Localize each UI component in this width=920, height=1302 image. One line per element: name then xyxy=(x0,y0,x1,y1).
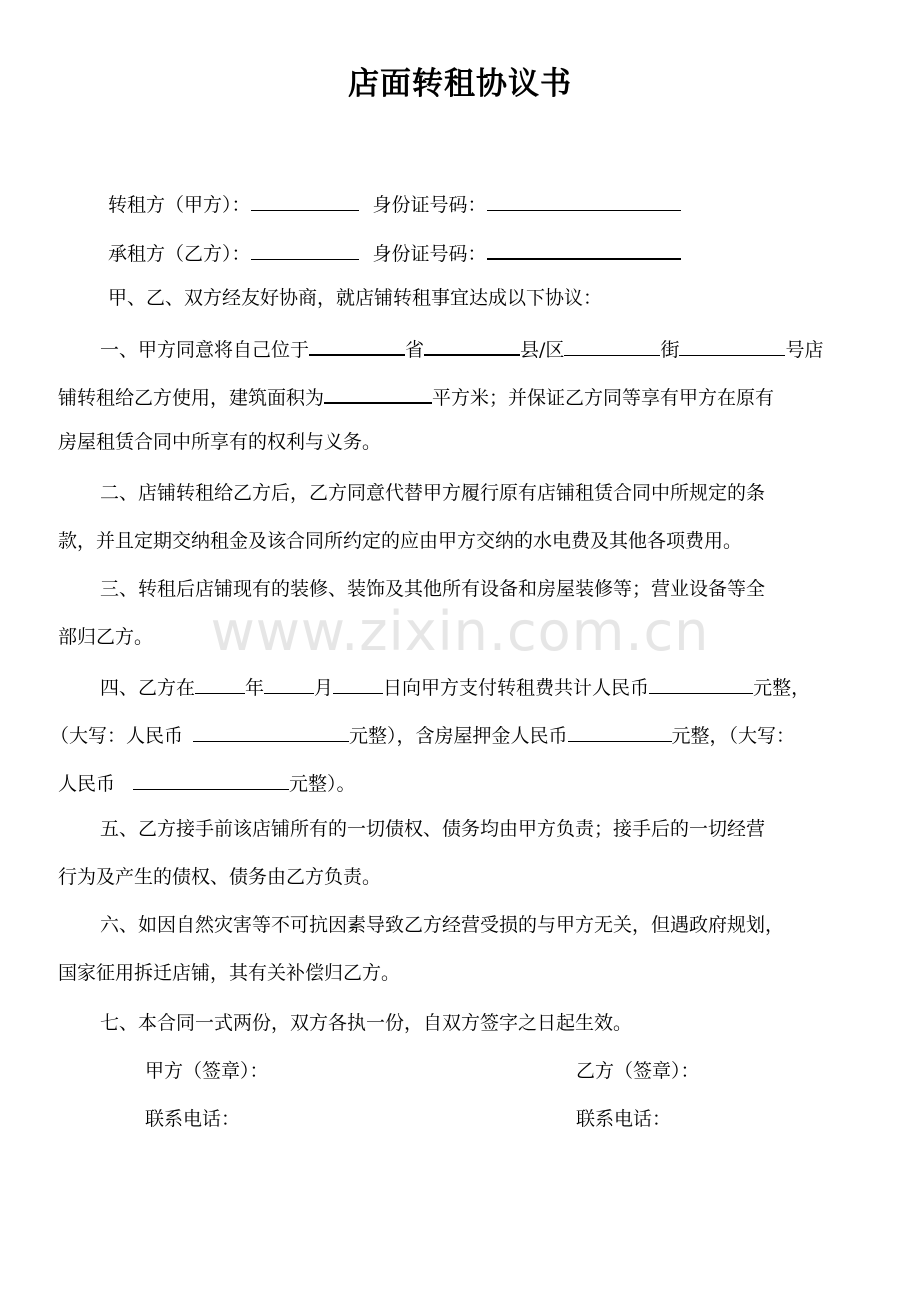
clause4-text-a: 四、乙方在 xyxy=(100,677,196,699)
clause4-text-e: 元整， xyxy=(753,677,811,699)
sublessee-label: 承租方（乙方）： xyxy=(108,243,251,265)
county-field[interactable] xyxy=(424,334,520,356)
clause3-line1: 三、转租后店铺现有的装修、装饰及其他所有设备和房屋装修等；营业设备等全 xyxy=(100,578,766,600)
clause4-text-d: 日向甲方支付转租费共计人民币 xyxy=(383,677,650,699)
sublessor-id-label: 身份证号码： xyxy=(372,194,487,216)
sublessor-id-field[interactable] xyxy=(487,190,681,211)
clause1-line2 xyxy=(58,382,774,410)
deposit-amount-field[interactable] xyxy=(568,721,672,742)
sublessee-id-label: 身份证号码： xyxy=(372,243,487,265)
clause3-line2: 部归乙方。 xyxy=(58,626,154,648)
fee-uppercase-field[interactable] xyxy=(193,721,349,742)
clause4-line1 xyxy=(100,673,810,700)
clause7-text: 七、本合同一式两份，双方各执一份，自双方签字之日起生效。 xyxy=(100,1012,633,1034)
clause1-text-e: 号店 xyxy=(785,339,824,361)
clause2-line2: 款，并且定期交纳租金及该合同所约定的应由甲方交纳的水电费及其他各项费用。 xyxy=(58,530,743,552)
sublessor-line xyxy=(108,190,681,217)
sublessee-line xyxy=(108,238,681,266)
clause1-text-c: 县/区 xyxy=(520,339,565,361)
clause1-text-g: 平方米；并保证乙方同等享有甲方在原有 xyxy=(432,387,775,409)
party-b-phone-label: 联系电话： xyxy=(576,1108,672,1130)
clause1-line3: 房屋租赁合同中所享有的权利与义务。 xyxy=(58,431,382,453)
clause4-text-g: 元整），含房屋押金人民币 xyxy=(349,725,568,747)
fee-amount-field[interactable] xyxy=(649,673,753,694)
clause1-text-a: 一、甲方同意将自己位于 xyxy=(100,339,310,361)
clause4-line2 xyxy=(50,721,795,748)
clause6-line1: 六、如因自然灾害等不可抗因素导致乙方经营受损的与甲方无关，但遇政府规划， xyxy=(100,914,785,936)
intro-text: 甲、乙、双方经友好协商，就店铺转租事宜达成以下协议： xyxy=(108,287,603,309)
watermark: www.zixin.com.cn xyxy=(210,600,710,663)
clause1-text-b: 省 xyxy=(405,339,425,361)
area-field[interactable] xyxy=(324,382,432,404)
party-b-signature-label: 乙方（签章）： xyxy=(576,1060,700,1082)
province-field[interactable] xyxy=(309,334,405,356)
clause4-line3 xyxy=(58,769,356,796)
day-field[interactable] xyxy=(333,673,383,694)
clause5-line2: 行为及产生的债权、债务由乙方负责。 xyxy=(58,866,382,888)
sublessor-label: 转租方（甲方）： xyxy=(108,194,251,216)
sublessee-name-field[interactable] xyxy=(251,239,359,260)
clause5-line1: 五、乙方接手前该店铺所有的一切债权、债务均由甲方负责；接手后的一切经营 xyxy=(100,818,766,840)
party-a-signature-label: 甲方（签章）： xyxy=(145,1060,269,1082)
sublessor-name-field[interactable] xyxy=(251,190,359,211)
clause4-text-h: 元整，（大写： xyxy=(671,725,796,747)
month-field[interactable] xyxy=(264,673,314,694)
deposit-uppercase-field[interactable] xyxy=(133,769,289,790)
street-field[interactable] xyxy=(564,335,660,356)
clause4-text-b: 年 xyxy=(245,677,265,699)
number-field[interactable] xyxy=(679,335,785,356)
sublessee-id-field[interactable] xyxy=(487,238,681,260)
clause6-line2: 国家征用拆迁店铺，其有关补偿归乙方。 xyxy=(58,962,401,984)
clause4-text-i: 人民币 xyxy=(58,773,116,795)
clause1-text-d: 街 xyxy=(660,339,680,361)
clause1-text-f: 铺转租给乙方使用，建筑面积为 xyxy=(58,387,325,409)
clause4-text-f: （大写：人民币 xyxy=(50,725,184,747)
clause1-line1 xyxy=(100,334,823,362)
clause4-text-c: 月 xyxy=(314,677,334,699)
document-title: 店面转租协议书 xyxy=(348,66,572,102)
party-a-phone-label: 联系电话： xyxy=(145,1108,241,1130)
year-field[interactable] xyxy=(195,673,245,694)
clause4-text-j: 元整）。 xyxy=(289,773,356,795)
clause2-line1: 二、店铺转租给乙方后，乙方同意代替甲方履行原有店铺租赁合同中所规定的条 xyxy=(100,482,766,504)
